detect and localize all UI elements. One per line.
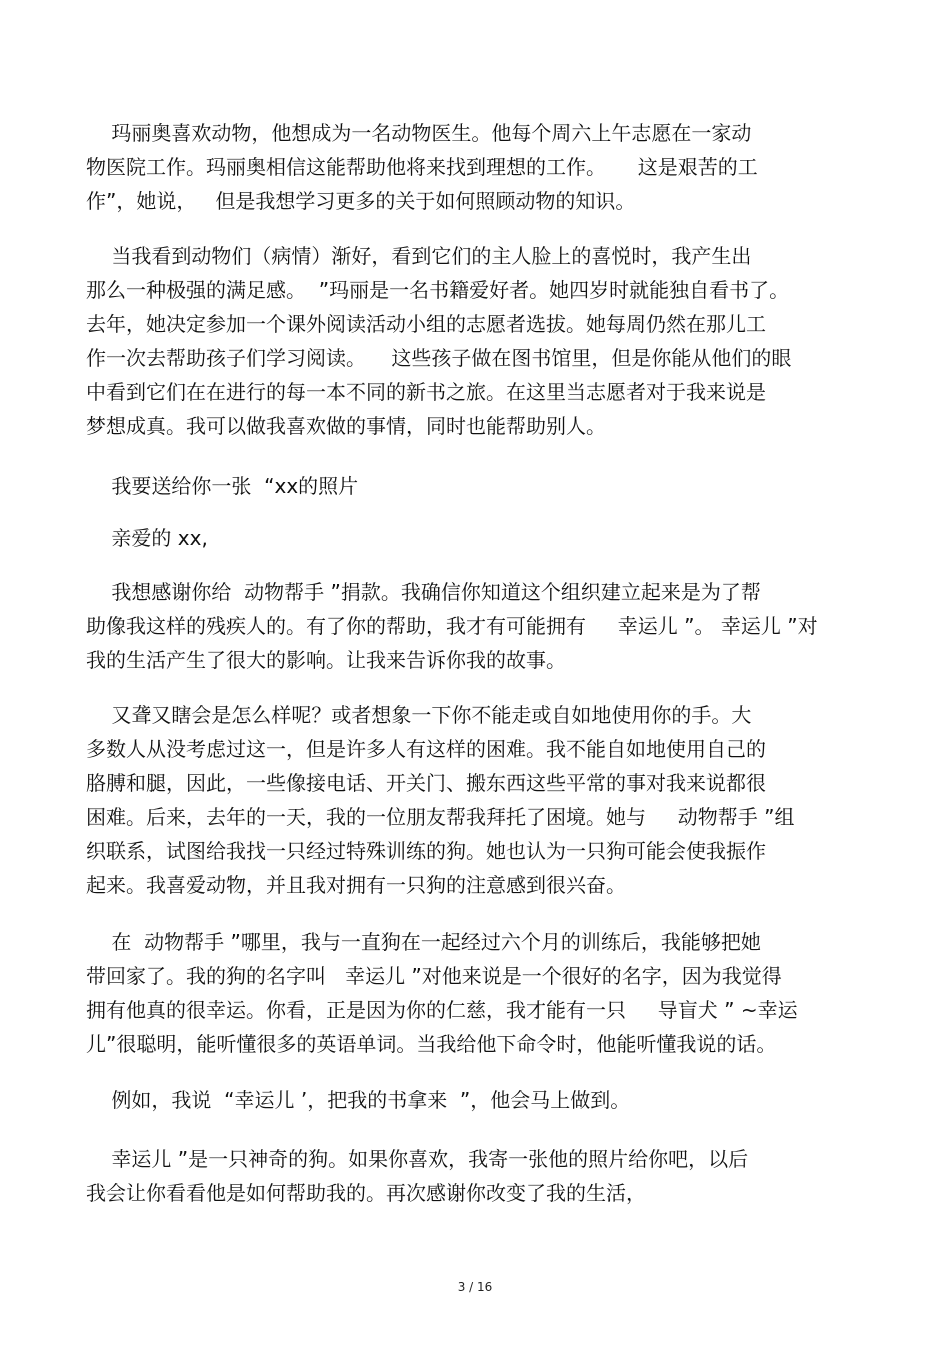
page-number: 3 / 16 — [457, 1280, 493, 1294]
text-line: 幸运儿 ”是一只神奇的狗。如果你喜欢，我寄一张他的照片给你吧，以后 — [86, 1147, 749, 1171]
text-line: 困难。后来，去年的一天，我的一位朋友帮我拜托了困境。她与 动物帮手 ”组 — [86, 805, 795, 829]
paragraph-1 — [86, 116, 758, 218]
text-line: 作”，她说， 但是我想学习更多的关于如何照顾动物的知识。 — [86, 189, 636, 213]
text-line: 多数人从没考虑过这一，但是许多人有这样的困难。我不能自如地使用自己的 — [86, 737, 766, 761]
text-line: 例如，我说 “幸运儿 ’，把我的书拿来 ”，他会马上做到。 — [86, 1088, 631, 1112]
text-line: 中看到它们在在进行的每一本不同的新书之旅。在这里当志愿者对于我来说是 — [86, 380, 766, 404]
text-line: 起来。我喜爱动物，并且我对拥有一只狗的注意感到很兴奋。 — [86, 873, 626, 897]
text-line: 物医院工作。玛丽奥相信这能帮助他将来找到理想的工作。 这是艰苦的工 — [86, 155, 758, 179]
paragraph-6 — [86, 925, 798, 1061]
text-line: 拥有他真的很幸运。你看，正是因为你的仁慈，我才能有一只 导盲犬 ” ~幸运 — [86, 998, 798, 1022]
text-line: 我想感谢你给 动物帮手 ”捐款。我确信你知道这个组织建立起来是为了帮 — [86, 580, 761, 604]
text-line: 在 动物帮手 ”哪里，我与一直狗在一起经过六个月的训练后，我能够把她 — [86, 930, 761, 954]
paragraph-2 — [86, 239, 791, 443]
text-line: 儿”很聪明，能听懂很多的英语单词。当我给他下命令时，他能听懂我说的话。 — [86, 1032, 777, 1056]
text-line: 我的生活产生了很大的影响。让我来告诉你我的故事。 — [86, 648, 566, 672]
text-line: 当我看到动物们（病情）渐好，看到它们的主人脸上的喜悦时，我产生出 — [86, 244, 752, 268]
salutation — [86, 521, 208, 555]
text-line: 我会让你看看他是如何帮助我的。再次感谢你改变了我的生活， — [86, 1181, 646, 1205]
text-line: 去年，她决定参加一个课外阅读活动小组的志愿者选拔。她每周仍然在那儿工 — [86, 312, 766, 336]
text-line: 又聋又瞎会是怎么样呢？或者想象一下你不能走或自如地使用你的手。大 — [86, 703, 752, 727]
text-line: 作一次去帮助孩子们学习阅读。 这些孩子做在图书馆里，但是你能从他们的眼 — [86, 346, 792, 370]
text-line: 胳膊和腿，因此，一些像接电话、开关门、搬东西这些平常的事对我来说都很 — [86, 771, 766, 795]
text-line: 那么一种极强的满足感。 ”玛丽是一名书籍爱好者。她四岁时就能独自看书了。 — [86, 278, 790, 302]
text-line: 亲爱的 xx, — [86, 526, 208, 550]
paragraph-4 — [86, 575, 818, 677]
paragraph-5 — [86, 698, 795, 902]
paragraph-3 — [86, 469, 358, 503]
text-line: 助像我这样的残疾人的。有了你的帮助，我才有可能拥有 幸运儿 ”。 幸运儿 ”对 — [86, 614, 818, 638]
text-line: 梦想成真。我可以做我喜欢做的事情，同时也能帮助别人。 — [86, 414, 606, 438]
paragraph-7 — [86, 1083, 630, 1117]
text-line: 我要送给你一张 “xx的照片 — [86, 474, 359, 498]
text-line: 织联系，试图给我找一只经过特殊训练的狗。她也认为一只狗可能会使我振作 — [86, 839, 766, 863]
text-line: 带回家了。我的狗的名字叫 幸运儿 ”对他来说是一个很好的名字，因为我觉得 — [86, 964, 782, 988]
paragraph-8 — [86, 1142, 748, 1210]
text-line: 玛丽奥喜欢动物，他想成为一名动物医生。他每个周六上午志愿在一家动 — [86, 121, 752, 145]
